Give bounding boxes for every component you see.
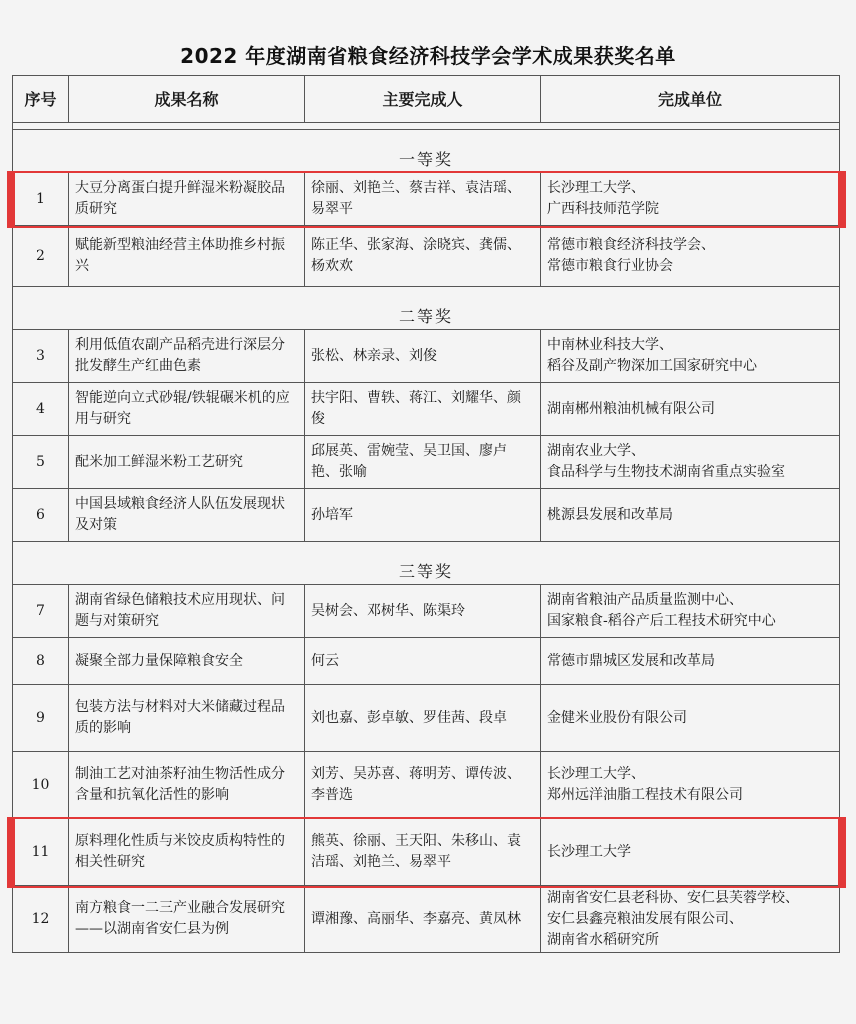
row-no: 1 xyxy=(13,173,69,226)
row-people: 扶宇阳、曹轶、蒋江、刘耀华、颜俊 xyxy=(305,383,541,436)
header-people: 主要完成人 xyxy=(305,76,541,123)
row-unit: 湖南省安仁县老科协、安仁县芙蓉学校、 安仁县鑫亮粮油发展有限公司、 湖南省水稻研究所 xyxy=(541,886,840,953)
row-unit: 湖南郴州粮油机械有限公司 xyxy=(541,383,840,436)
header-row xyxy=(13,76,840,123)
row-people: 邱展英、雷婉莹、吴卫国、廖卢艳、张喻 xyxy=(305,436,541,489)
row-name: 大豆分离蛋白提升鲜湿米粉凝胶品质研究 xyxy=(69,173,305,226)
row-name: 原料理化性质与米饺皮质构特性的相关性研究 xyxy=(69,819,305,886)
row-no: 8 xyxy=(13,638,69,685)
row-no: 9 xyxy=(13,685,69,752)
table-row xyxy=(13,226,840,287)
row-people: 吴树会、邓树华、陈渠玲 xyxy=(305,585,541,638)
row-no: 4 xyxy=(13,383,69,436)
row-name: 赋能新型粮油经营主体助推乡村振兴 xyxy=(69,226,305,287)
row-no: 5 xyxy=(13,436,69,489)
row-people: 刘芳、吴苏喜、蒋明芳、谭传波、李普选 xyxy=(305,752,541,819)
row-unit: 长沙理工大学、 郑州远洋油脂工程技术有限公司 xyxy=(541,752,840,819)
row-people: 陈正华、张家海、涂晓宾、龚儒、杨欢欢 xyxy=(305,226,541,287)
section-label: 三等奖 xyxy=(13,542,840,585)
row-people: 何云 xyxy=(305,638,541,685)
table-row xyxy=(13,685,840,752)
row-no: 6 xyxy=(13,489,69,542)
table-row xyxy=(13,638,840,685)
row-unit: 金健米业股份有限公司 xyxy=(541,685,840,752)
section-row xyxy=(13,287,840,330)
row-no: 10 xyxy=(13,752,69,819)
row-unit: 湖南省粮油产品质量监测中心、 国家粮食-稻谷产后工程技术研究中心 xyxy=(541,585,840,638)
row-unit: 桃源县发展和改革局 xyxy=(541,489,840,542)
section-label: 二等奖 xyxy=(13,287,840,330)
table-row xyxy=(13,585,840,638)
header-unit: 完成单位 xyxy=(541,76,840,123)
row-name: 湖南省绿色储粮技术应用现状、问题与对策研究 xyxy=(69,585,305,638)
row-unit: 常德市鼎城区发展和改革局 xyxy=(541,638,840,685)
table-row xyxy=(13,436,840,489)
table-row xyxy=(13,489,840,542)
row-people: 谭湘豫、高丽华、李嘉亮、黄凤林 xyxy=(305,886,541,953)
row-no: 3 xyxy=(13,330,69,383)
row-people: 徐丽、刘艳兰、蔡吉祥、袁洁瑶、易翠平 xyxy=(305,173,541,226)
row-people: 张松、林亲录、刘俊 xyxy=(305,330,541,383)
awards-table xyxy=(12,75,840,953)
header-no: 序号 xyxy=(13,76,69,123)
section-label: 一等奖 xyxy=(13,130,840,173)
row-unit: 长沙理工大学、 广西科技师范学院 xyxy=(541,173,840,226)
table-row xyxy=(13,819,840,886)
row-name: 制油工艺对油茶籽油生物活性成分含量和抗氧化活性的影响 xyxy=(69,752,305,819)
row-name: 中国县域粮食经济人队伍发展现状及对策 xyxy=(69,489,305,542)
row-people: 孙培军 xyxy=(305,489,541,542)
table-row xyxy=(13,752,840,819)
row-no: 12 xyxy=(13,886,69,953)
row-name: 包装方法与材料对大米储藏过程品质的影响 xyxy=(69,685,305,752)
section-row xyxy=(13,542,840,585)
row-unit: 中南林业科技大学、 稻谷及副产物深加工国家研究中心 xyxy=(541,330,840,383)
row-no: 11 xyxy=(13,819,69,886)
page-title: 2022 年度湖南省粮食经济科技学会学术成果获奖名单 xyxy=(180,44,676,68)
row-no: 7 xyxy=(13,585,69,638)
header-name: 成果名称 xyxy=(69,76,305,123)
row-name: 配米加工鲜湿米粉工艺研究 xyxy=(69,436,305,489)
row-name: 智能逆向立式砂辊/铁辊碾米机的应用与研究 xyxy=(69,383,305,436)
table-row xyxy=(13,383,840,436)
table-row xyxy=(13,330,840,383)
table-row xyxy=(13,173,840,226)
row-name: 凝聚全部力量保障粮食安全 xyxy=(69,638,305,685)
row-people: 熊英、徐丽、王天阳、朱移山、袁洁瑶、刘艳兰、易翠平 xyxy=(305,819,541,886)
row-people: 刘也嘉、彭卓敏、罗佳茜、段卓 xyxy=(305,685,541,752)
row-unit: 湖南农业大学、 食品科学与生物技术湖南省重点实验室 xyxy=(541,436,840,489)
table-row xyxy=(13,886,840,953)
row-unit: 常德市粮食经济科技学会、 常德市粮食行业协会 xyxy=(541,226,840,287)
row-name: 利用低值农副产品稻壳进行深层分批发酵生产红曲色素 xyxy=(69,330,305,383)
row-unit: 长沙理工大学 xyxy=(541,819,840,886)
section-row xyxy=(13,130,840,173)
spacer-row xyxy=(13,123,840,130)
awards-body xyxy=(13,130,840,953)
row-name: 南方粮食一二三产业融合发展研究——以湖南省安仁县为例 xyxy=(69,886,305,953)
row-no: 2 xyxy=(13,226,69,287)
